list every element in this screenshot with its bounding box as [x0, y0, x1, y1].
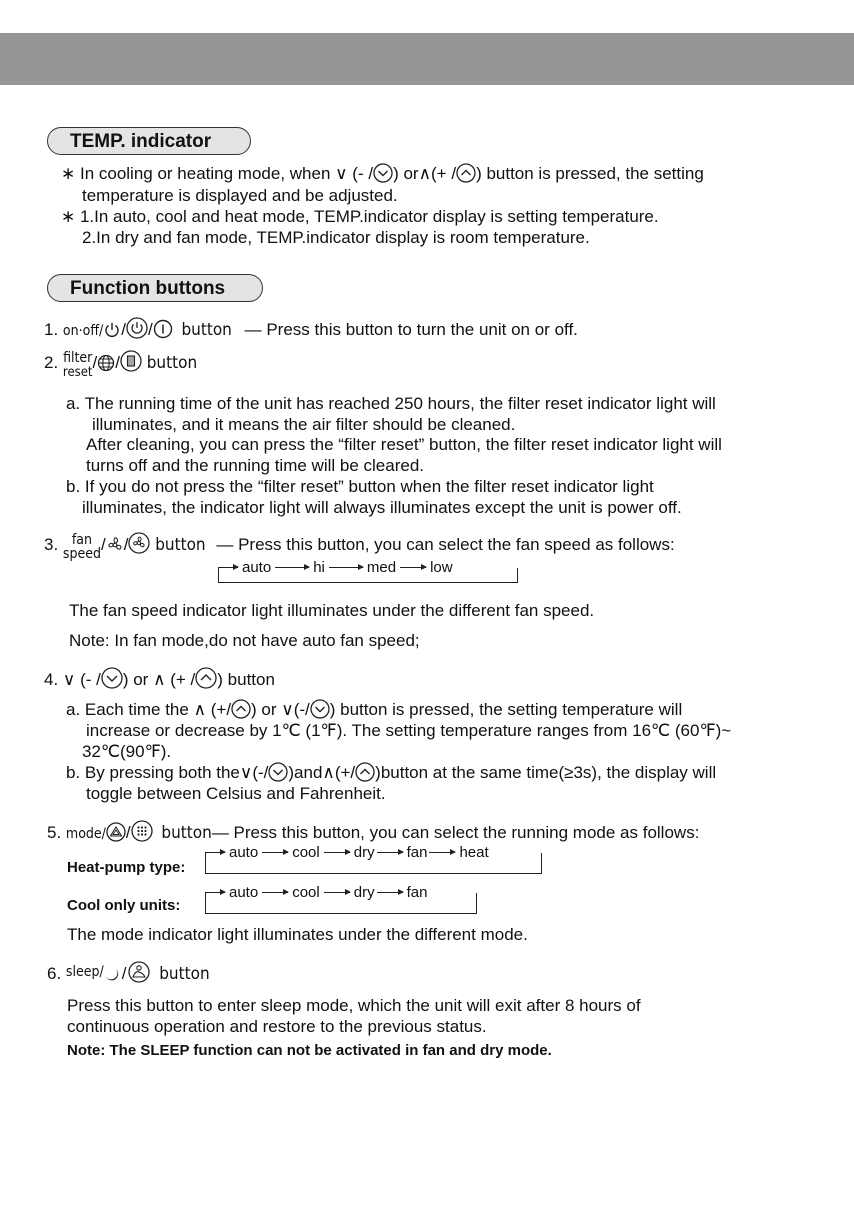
- chevron-up-icon: [195, 667, 217, 689]
- fan-speed-loop-line: [218, 568, 518, 583]
- filter-para-b2: illuminates, the indicator light will always illuminates except the unit is power off.: [82, 498, 682, 517]
- fan-icon: [106, 536, 124, 554]
- heat-pump-loop-line: [205, 853, 542, 874]
- moon-icon: [104, 965, 120, 983]
- chevron-down-icon: [373, 163, 393, 183]
- temp-line-2: temperature is displayed and be adjusted.: [82, 186, 398, 205]
- mode-triangle-icon: [106, 822, 126, 842]
- up-down-button-item: 4. ∨ (- / ) or ∧ (+ / ) button: [44, 667, 275, 690]
- filter-para-b1: b. If you do not press the “filter reset” button when the filter reset indicator light: [66, 477, 654, 496]
- power-circle-icon: [126, 317, 148, 339]
- cool-only-label: Cool only units:: [67, 897, 181, 914]
- chevron-down-icon: [101, 667, 123, 689]
- fan-circle-icon: [128, 532, 150, 554]
- sleep-note: Note: The SLEEP function can not be activated in fan and dry mode.: [67, 1042, 552, 1059]
- power-icon: [103, 321, 121, 339]
- chevron-up-icon: [231, 699, 251, 719]
- fan-speed-button-item: 3. fan speed/ / button — Press this button, you can select the fan speed as follows:: [44, 532, 675, 562]
- filter-para-a2: illuminates, and it means the air filter should be cleaned.: [92, 415, 516, 434]
- updown-para-b1: b. By pressing both the∨(-/ )and∧(+/ )button at the same time(≥3s), the display will: [66, 763, 717, 782]
- fan-note-1: The fan speed indicator light illuminates under the different fan speed.: [69, 601, 595, 620]
- chevron-up-icon: [456, 163, 476, 183]
- temp-line-1: ∗ In cooling or heating mode, when ∨ (- / ) or∧(+ / ) button is pressed, the setting: [61, 164, 704, 183]
- updown-para-a2: increase or decrease by 1℃ (1℉). The setting temperature ranges from 16℃ (60℉)~: [86, 721, 732, 740]
- chevron-down-icon: [268, 762, 288, 782]
- filter-para-a3: After cleaning, you can press the “filter reset” button, the filter reset indicator light will: [86, 435, 722, 454]
- chevron-down-icon: [310, 699, 330, 719]
- sleep-icon: [128, 961, 150, 983]
- sleep-para-1: Press this button to enter sleep mode, which the unit will exit after 8 hours of: [67, 996, 641, 1015]
- fan-note-2: Note: In fan mode,do not have auto fan speed;: [69, 631, 420, 650]
- sleep-button-item: 6. sleep/ / button: [47, 961, 210, 985]
- mode-dots-icon: [131, 820, 153, 842]
- header-bar: [0, 33, 854, 85]
- fan-speed-flow: auto hi med low: [218, 559, 453, 576]
- function-buttons-header: Function buttons: [47, 274, 263, 302]
- updown-para-a1: a. Each time the ∧ (+/ ) or ∨(-/ ) button is pressed, the setting temperature will: [66, 700, 683, 719]
- temp-indicator-header: TEMP. indicator: [47, 127, 251, 155]
- mode-button-item: 5. mode/ / button— Press this button, you can select the running mode as follows:: [47, 820, 699, 845]
- cool-only-loop-line: [205, 893, 477, 914]
- updown-para-b2: toggle between Celsius and Fahrenheit.: [86, 784, 386, 803]
- temp-line-4: 2.In dry and fan mode, TEMP.indicator display is room temperature.: [82, 228, 590, 247]
- sleep-para-2: continuous operation and restore to the previous status.: [67, 1017, 487, 1036]
- on-off-circle-icon: [153, 319, 173, 339]
- filter-reset-button-item: 2. filter reset/ / button: [44, 350, 198, 380]
- filter-para-a1: a. The running time of the unit has reached 250 hours, the filter reset indicator light will: [66, 394, 716, 413]
- chevron-up-icon: [355, 762, 375, 782]
- updown-para-a3: 32℃(90℉).: [82, 742, 172, 761]
- heat-pump-flow: auto cool dry fan heat: [205, 844, 489, 861]
- mode-note: The mode indicator light illuminates under the different mode.: [67, 925, 528, 944]
- globe-icon: [97, 354, 115, 372]
- on-off-button-item: 1. on·off/ / / button — Press this button to turn the unit on or off.: [44, 317, 578, 342]
- heat-pump-label: Heat-pump type:: [67, 859, 186, 876]
- filter-para-a4: turns off and the running time will be cleared.: [86, 456, 424, 475]
- cool-only-flow: auto cool dry fan: [205, 884, 427, 901]
- filter-icon: [120, 350, 142, 372]
- temp-line-3: ∗ 1.In auto, cool and heat mode, TEMP.indicator display is setting temperature.: [61, 207, 659, 226]
